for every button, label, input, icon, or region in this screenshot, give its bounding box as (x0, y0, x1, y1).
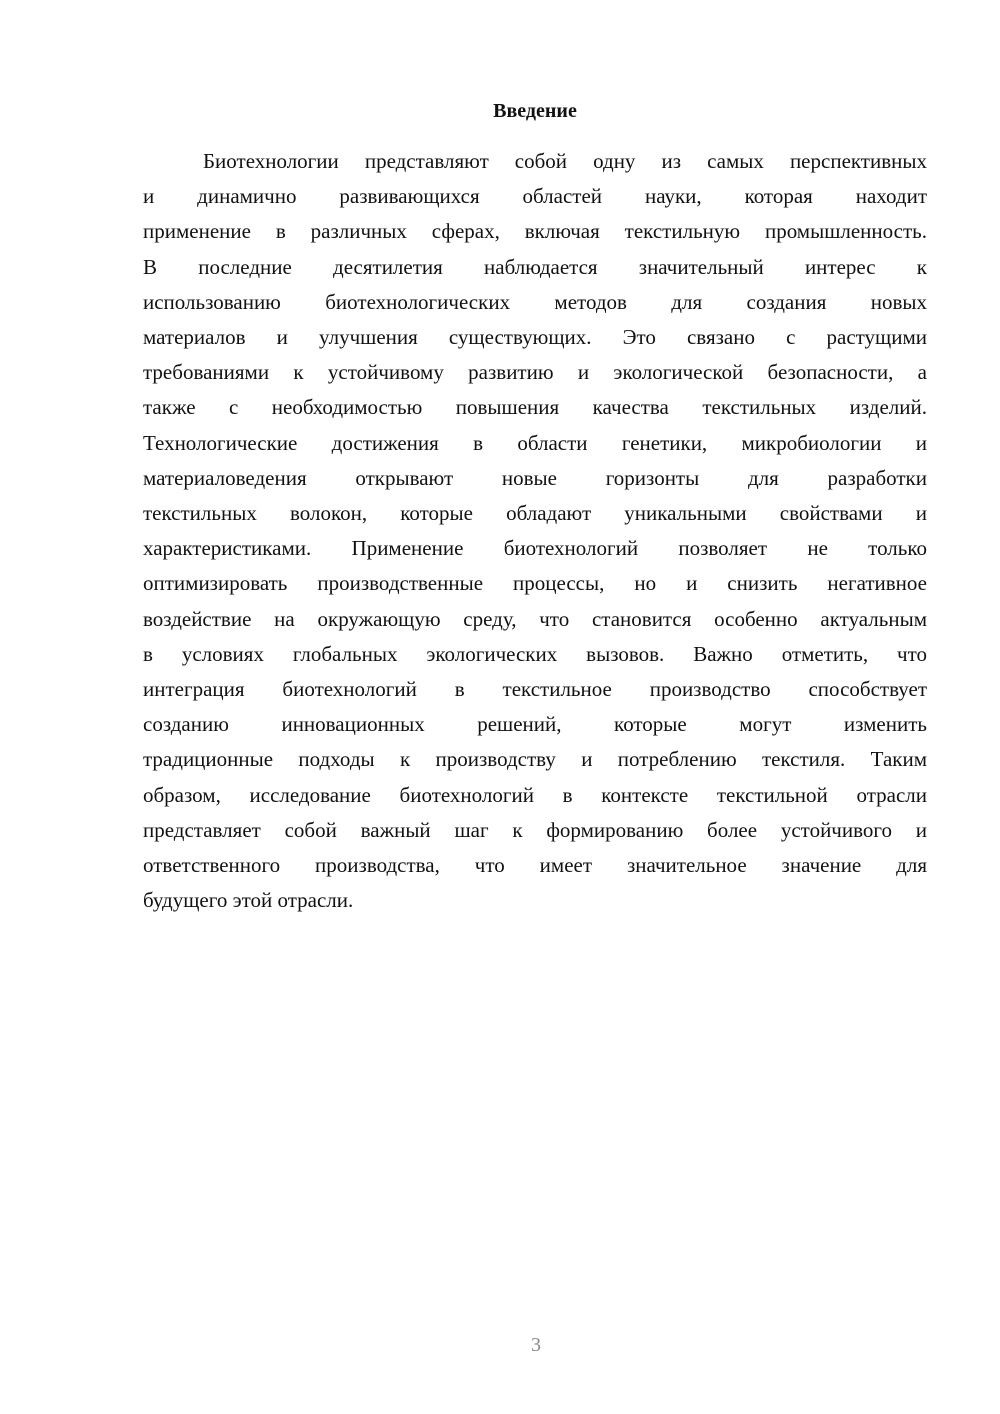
paragraph-line: материаловедения открывают новые горизонты для разработки (143, 465, 927, 490)
paragraph-line: в условиях глобальных экологических вызовов. Важно отметить, что (143, 641, 927, 666)
paragraph-line: оптимизировать производственные процессы, но и снизить негативное (143, 571, 927, 596)
paragraph-line: В последние десятилетия наблюдается значительный интерес к (143, 254, 927, 279)
paragraph-line: представляет собой важный шаг к формированию более устойчивого и (143, 817, 927, 842)
paragraph-line: применение в различных сферах, включая текстильную промышленность. (143, 219, 927, 244)
paragraph-line: интеграция биотехнологий в текстильное производство способствует (143, 677, 927, 702)
paragraph-line: Биотехнологии представляют собой одну из самых перспективных (203, 149, 927, 173)
section-heading: Введение (493, 100, 577, 122)
paragraph-line: воздействие на окружающую среду, что становится особенно актуальным (143, 606, 927, 631)
paragraph-line: и динамично развивающихся областей науки, которая находит (143, 184, 927, 209)
paragraph-line: ответственного производства, что имеет значительное значение для (143, 853, 927, 878)
paragraph-line: требованиями к устойчивому развитию и экологической безопасности, а (143, 360, 927, 385)
body-paragraph (143, 144, 927, 918)
paragraph-line: будущего этой отрасли. (143, 888, 354, 913)
paragraph-line: созданию инновационных решений, которые могут изменить (143, 712, 927, 737)
paragraph-line: Технологические достижения в области генетики, микробиологии и (143, 430, 927, 455)
paragraph-line: использованию биотехнологических методов для создания новых (143, 289, 927, 314)
paragraph-line: традиционные подходы к производству и потреблению текстиля. Таким (143, 747, 927, 772)
paragraph-line: характеристиками. Применение биотехнологий позволяет не только (143, 536, 927, 561)
paragraph-line: текстильных волокон, которые обладают уникальными свойствами и (143, 501, 927, 526)
page-number: 3 (531, 1334, 541, 1356)
paragraph-line: также с необходимостью повышения качества текстильных изделий. (143, 395, 927, 420)
paragraph-line: образом, исследование биотехнологий в контексте текстильной отрасли (143, 782, 927, 807)
paragraph-line: материалов и улучшения существующих. Это связано с растущими (143, 325, 927, 350)
